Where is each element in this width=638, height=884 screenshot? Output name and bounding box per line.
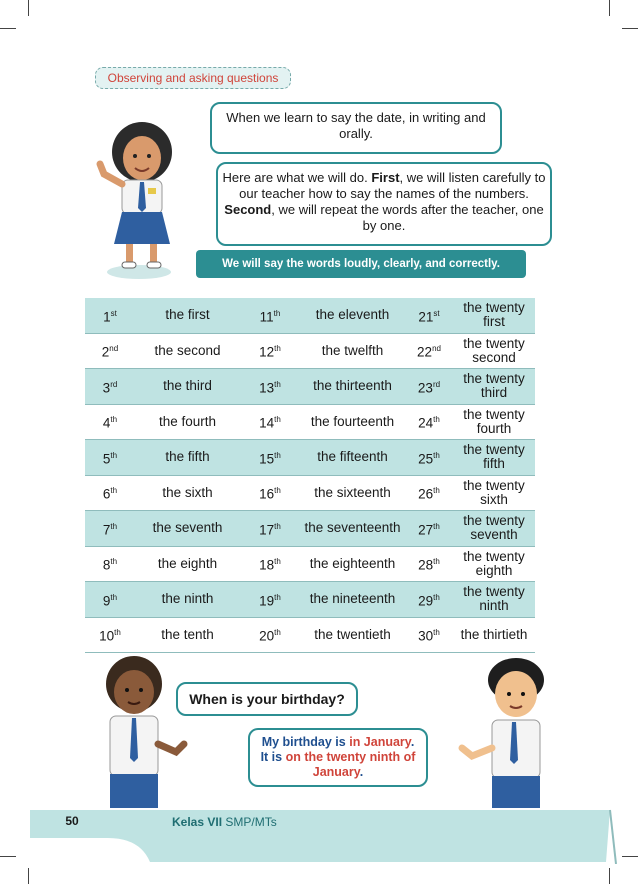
ordinal-word: the second bbox=[135, 333, 240, 369]
ordinal-digits: 1 bbox=[103, 309, 111, 324]
ordinal-word: the thirteenth bbox=[300, 369, 405, 405]
ordinal-digits: 14 bbox=[259, 415, 275, 431]
table-row bbox=[85, 546, 535, 582]
ordinal-word: the twenty fifth bbox=[453, 440, 535, 476]
ordinal-number bbox=[240, 440, 300, 476]
ordinal-number bbox=[240, 333, 300, 369]
ordinal-word: the twenty eighth bbox=[453, 546, 535, 582]
ordinal-number bbox=[85, 333, 135, 369]
ordinal-number bbox=[405, 582, 453, 618]
ordinal-number bbox=[405, 440, 453, 476]
intro-text: When we learn to say the date, in writing and orally. bbox=[226, 110, 486, 141]
ordinal-digits: 30 bbox=[418, 628, 434, 644]
answer-highlight-2: on the twenty ninth of January bbox=[285, 750, 416, 779]
ordinal-word: the seventeenth bbox=[300, 511, 405, 547]
ordinal-suffix: th bbox=[110, 415, 118, 424]
crop-mark bbox=[28, 0, 29, 16]
plan-text-1: Here are what we will do. bbox=[222, 170, 372, 185]
plan-first: First bbox=[371, 170, 400, 185]
ordinal-digits: 29 bbox=[418, 593, 434, 608]
ordinal-word: the fourteenth bbox=[300, 404, 405, 440]
ordinal-digits: 7 bbox=[102, 522, 111, 537]
ordinal-number bbox=[405, 546, 453, 582]
ordinal-word: the fifth bbox=[135, 440, 240, 476]
ordinal-suffix: th bbox=[274, 557, 281, 566]
ordinal-suffix: th bbox=[273, 308, 281, 318]
ordinal-number bbox=[405, 298, 453, 333]
table-row bbox=[85, 404, 535, 440]
answer-text-2: . bbox=[410, 735, 415, 749]
ordinal-suffix: rd bbox=[110, 379, 118, 389]
answer-text-3: It is bbox=[260, 750, 286, 764]
footer-school: SMP/MTs bbox=[222, 815, 277, 829]
ordinal-digits: 17 bbox=[259, 522, 275, 537]
ordinal-digits: 26 bbox=[418, 486, 434, 502]
ordinal-word: the twenty second bbox=[453, 333, 535, 369]
ordinal-digits: 25 bbox=[418, 451, 434, 466]
table-row bbox=[85, 333, 535, 369]
ordinal-word: the twenty first bbox=[453, 298, 535, 333]
ordinal-suffix: th bbox=[433, 450, 440, 460]
ordinal-digits: 28 bbox=[418, 557, 434, 573]
ordinal-digits: 27 bbox=[418, 522, 434, 537]
ordinal-word: the eighteenth bbox=[300, 546, 405, 582]
ordinal-suffix: th bbox=[274, 450, 281, 460]
footer-band bbox=[0, 804, 620, 864]
ordinal-word: the twelfth bbox=[300, 333, 405, 369]
ordinal-suffix: nd bbox=[109, 344, 119, 353]
plan-text-2: , we will listen carefully to our teacher how to say the names of the numbers. bbox=[239, 170, 546, 201]
question-bubble bbox=[176, 682, 358, 716]
ordinal-digits: 3 bbox=[102, 380, 111, 395]
page-number: 50 bbox=[55, 810, 89, 832]
ordinal-word: the twenty seventh bbox=[453, 511, 535, 547]
ordinal-suffix: th bbox=[433, 521, 440, 531]
ordinal-number bbox=[240, 369, 300, 405]
boy-student-right-illustration bbox=[450, 652, 560, 808]
ordinal-number bbox=[240, 475, 300, 511]
ordinal-number bbox=[405, 333, 453, 369]
ordinal-suffix: th bbox=[110, 486, 118, 495]
ordinal-digits: 23 bbox=[417, 380, 433, 395]
footer-class: Kelas VII bbox=[172, 815, 223, 829]
ordinal-word: the sixth bbox=[135, 475, 240, 511]
ordinal-number bbox=[85, 511, 135, 547]
ordinal-word: the eleventh bbox=[300, 298, 405, 333]
answer-text-4: . bbox=[359, 765, 364, 779]
ordinal-suffix: th bbox=[274, 521, 281, 531]
ordinal-digits: 11 bbox=[259, 309, 274, 324]
ordinal-number bbox=[85, 582, 135, 618]
ordinal-digits: 10 bbox=[99, 628, 115, 644]
ordinal-word: the ninth bbox=[135, 582, 240, 618]
ordinal-suffix: th bbox=[433, 628, 440, 637]
ordinal-digits: 8 bbox=[102, 557, 111, 573]
ordinal-number bbox=[240, 511, 300, 547]
crop-mark bbox=[28, 868, 29, 884]
table-row bbox=[85, 369, 535, 405]
answer-text-1: My birthday is bbox=[261, 735, 350, 749]
ordinal-suffix: th bbox=[433, 592, 440, 602]
ordinal-suffix: th bbox=[110, 557, 118, 566]
ordinal-suffix: th bbox=[274, 628, 281, 637]
ordinal-word: the twenty third bbox=[453, 369, 535, 405]
ordinal-suffix: th bbox=[433, 415, 440, 424]
ordinal-suffix: st bbox=[433, 308, 440, 318]
ordinal-number bbox=[85, 404, 135, 440]
ordinal-number bbox=[405, 617, 453, 653]
ordinal-digits: 16 bbox=[259, 486, 275, 502]
ordinal-digits: 4 bbox=[102, 415, 111, 431]
ordinal-number bbox=[240, 404, 300, 440]
ordinal-suffix: th bbox=[110, 592, 118, 602]
table-row bbox=[85, 582, 535, 618]
boy-student-left-illustration bbox=[88, 648, 188, 808]
ordinal-suffix: th bbox=[274, 379, 281, 389]
ordinal-suffix: th bbox=[433, 557, 440, 566]
ordinal-suffix: th bbox=[433, 486, 440, 495]
ordinal-word: the twentieth bbox=[300, 617, 405, 653]
speech-bubble-plan bbox=[216, 162, 552, 246]
speech-bubble-intro bbox=[210, 102, 502, 154]
ordinal-number bbox=[240, 546, 300, 582]
ordinal-table bbox=[85, 298, 535, 653]
ordinal-suffix: th bbox=[274, 592, 281, 602]
ordinal-suffix: th bbox=[274, 344, 281, 353]
ordinal-digits: 2 bbox=[101, 344, 110, 360]
ordinal-digits: 24 bbox=[418, 415, 434, 431]
ordinal-digits: 20 bbox=[259, 628, 275, 644]
ordinal-digits: 15 bbox=[259, 451, 275, 466]
ordinal-digits: 5 bbox=[102, 451, 111, 466]
answer-bubble bbox=[248, 728, 428, 787]
ordinal-digits: 9 bbox=[102, 593, 111, 608]
ordinal-number bbox=[405, 475, 453, 511]
answer-highlight-1: in January bbox=[349, 735, 411, 749]
ordinal-suffix: th bbox=[110, 521, 118, 531]
ordinal-word: the eighth bbox=[135, 546, 240, 582]
crop-mark bbox=[622, 28, 638, 29]
ordinal-suffix: th bbox=[274, 415, 281, 424]
ordinal-word: the twenty ninth bbox=[453, 582, 535, 618]
ordinal-word: the sixteenth bbox=[300, 475, 405, 511]
ordinal-digits: 13 bbox=[259, 380, 275, 395]
ordinal-word: the first bbox=[135, 298, 240, 333]
ordinal-number bbox=[85, 475, 135, 511]
table-row bbox=[85, 511, 535, 547]
crop-mark bbox=[622, 856, 638, 857]
footer-label bbox=[172, 815, 277, 829]
plan-text-3: , we will repeat the words after the teacher, one by one. bbox=[271, 202, 544, 233]
ordinal-suffix: th bbox=[114, 628, 121, 637]
ordinal-number bbox=[405, 404, 453, 440]
ordinal-digits: 19 bbox=[259, 593, 275, 608]
ordinal-word: the seventh bbox=[135, 511, 240, 547]
ordinal-suffix: th bbox=[110, 450, 118, 460]
ordinal-suffix: th bbox=[274, 486, 281, 495]
ordinal-number bbox=[240, 582, 300, 618]
ordinal-number bbox=[240, 298, 300, 333]
section-tag: Observing and asking questions bbox=[95, 67, 291, 89]
ordinal-word: the tenth bbox=[135, 617, 240, 653]
ordinal-word: the nineteenth bbox=[300, 582, 405, 618]
table-row bbox=[85, 298, 535, 333]
ordinal-suffix: nd bbox=[432, 344, 441, 353]
crop-mark bbox=[609, 868, 610, 884]
ordinal-suffix: st bbox=[110, 308, 117, 318]
ordinal-number bbox=[405, 511, 453, 547]
ordinal-digits: 12 bbox=[259, 344, 275, 360]
table-row bbox=[85, 475, 535, 511]
ordinal-digits: 21 bbox=[418, 309, 434, 324]
ordinal-number bbox=[85, 546, 135, 582]
ordinal-word: the twenty sixth bbox=[453, 475, 535, 511]
ordinal-word: the thirtieth bbox=[453, 617, 535, 653]
instruction-banner: We will say the words loudly, clearly, and correctly. bbox=[196, 250, 526, 278]
ordinal-digits: 6 bbox=[102, 486, 111, 502]
ordinal-number bbox=[240, 617, 300, 653]
crop-mark bbox=[609, 0, 610, 16]
table-row bbox=[85, 440, 535, 476]
ordinal-digits: 22 bbox=[417, 344, 433, 360]
ordinal-number bbox=[85, 298, 135, 333]
crop-mark bbox=[0, 28, 16, 29]
ordinal-number bbox=[85, 369, 135, 405]
question-text: When is your birthday? bbox=[189, 691, 345, 707]
ordinal-word: the fourth bbox=[135, 404, 240, 440]
ordinal-suffix: rd bbox=[432, 379, 441, 389]
ordinal-word: the fifteenth bbox=[300, 440, 405, 476]
plan-second: Second bbox=[224, 202, 272, 217]
ordinal-word: the twenty fourth bbox=[453, 404, 535, 440]
ordinal-word: the third bbox=[135, 369, 240, 405]
ordinal-number bbox=[405, 369, 453, 405]
ordinal-number bbox=[85, 440, 135, 476]
girl-student-illustration bbox=[92, 112, 182, 280]
ordinal-digits: 18 bbox=[259, 557, 275, 573]
